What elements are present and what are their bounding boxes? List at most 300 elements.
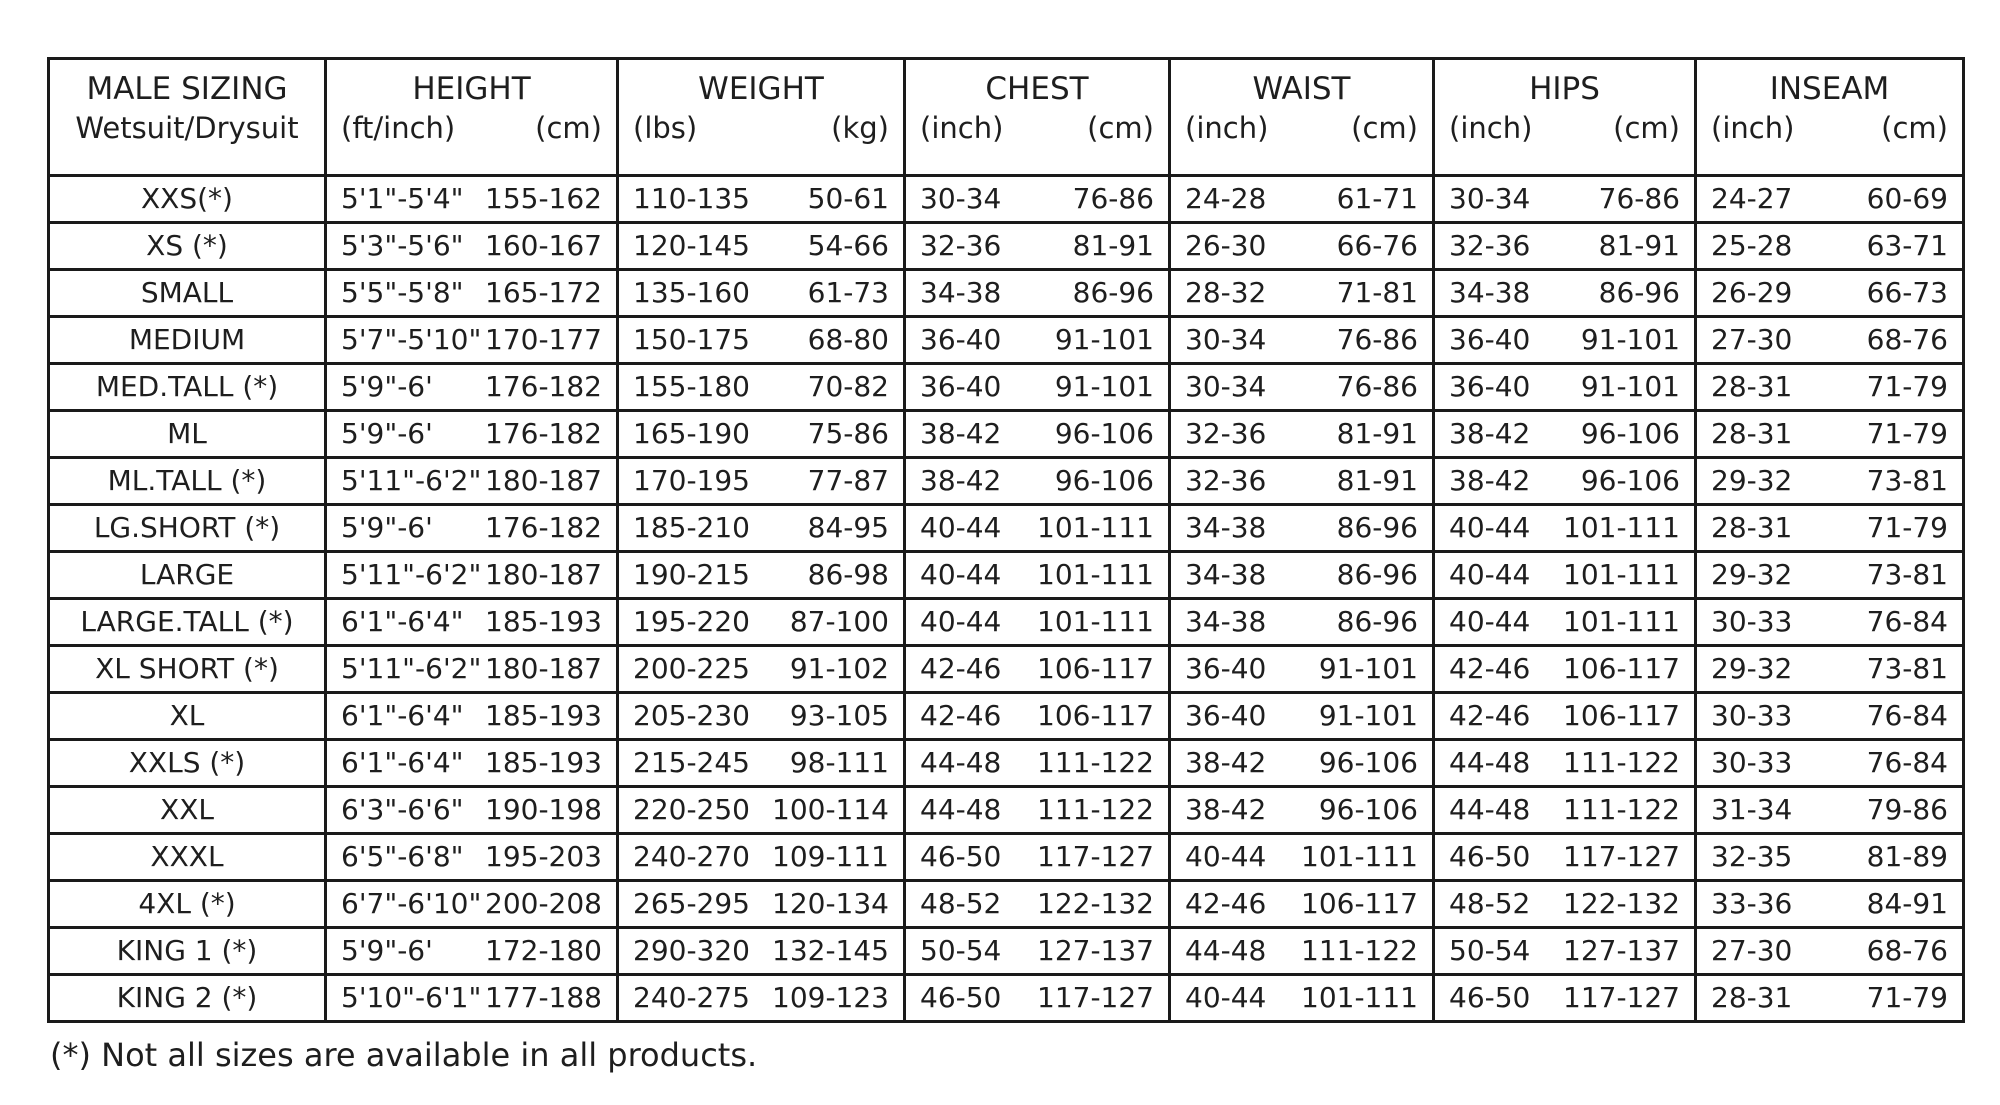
inseam-metric-value: 81-89 [1866, 840, 1948, 873]
waist-cell [1170, 552, 1434, 599]
inseam-metric-value: 68-76 [1866, 323, 1948, 356]
inseam-imperial-value: 31-34 [1711, 793, 1793, 826]
weight-metric-value: 61-73 [807, 276, 889, 309]
height-cell [326, 317, 618, 364]
height-cell [326, 834, 618, 881]
height-metric-value: 180-187 [485, 558, 602, 591]
waist-imperial-value: 40-44 [1185, 981, 1267, 1014]
waist-imperial-value: 38-42 [1185, 793, 1267, 826]
chest-metric-value: 86-96 [1072, 276, 1154, 309]
waist-metric-value: 91-101 [1318, 699, 1418, 732]
hips-cell [1434, 928, 1696, 975]
hips-metric-value: 101-111 [1563, 605, 1680, 638]
inseam-imperial-value: 28-31 [1711, 511, 1793, 544]
inseam-cell [1696, 599, 1964, 646]
waist-cell [1170, 317, 1434, 364]
table-row [49, 975, 1964, 1022]
size-label-cell: XXL [49, 787, 326, 834]
hips-metric-value: 96-106 [1580, 464, 1680, 497]
inseam-imperial-value: 29-32 [1711, 464, 1793, 497]
waist-imperial-value: 42-46 [1185, 887, 1267, 920]
height-cell [326, 270, 618, 317]
hips-cell [1434, 881, 1696, 928]
chest-imperial-value: 38-42 [920, 464, 1002, 497]
weight-cell [618, 881, 905, 928]
waist-metric-value: 81-91 [1336, 464, 1418, 497]
inseam-imperial-value: 29-32 [1711, 652, 1793, 685]
hips-imperial-value: 46-50 [1449, 840, 1531, 873]
waist-cell [1170, 599, 1434, 646]
size-label-cell: 4XL (*) [49, 881, 326, 928]
hips-unit-cm: (cm) [1613, 111, 1680, 145]
inseam-imperial-value: 24-27 [1711, 182, 1793, 215]
hips-imperial-value: 40-44 [1449, 558, 1531, 591]
inseam-metric-value: 63-71 [1866, 229, 1948, 262]
weight-imperial-value: 120-145 [633, 229, 750, 262]
inseam-metric-value: 71-79 [1866, 981, 1948, 1014]
hips-imperial-value: 44-48 [1449, 793, 1531, 826]
waist-imperial-value: 34-38 [1185, 511, 1267, 544]
hips-metric-value: 91-101 [1580, 370, 1680, 403]
hips-metric-value: 117-127 [1563, 840, 1680, 873]
waist-cell [1170, 693, 1434, 740]
table-row [49, 458, 1964, 505]
weight-imperial-value: 265-295 [633, 887, 750, 920]
waist-metric-value: 111-122 [1301, 934, 1418, 967]
chest-imperial-value: 32-36 [920, 229, 1002, 262]
weight-metric-value: 68-80 [807, 323, 889, 356]
inseam-imperial-value: 25-28 [1711, 229, 1793, 262]
waist-metric-value: 101-111 [1301, 981, 1418, 1014]
chest-unit-inch: (inch) [920, 111, 1004, 145]
inseam-imperial-value: 30-33 [1711, 746, 1793, 779]
height-imperial-value: 6'1"-6'4" [341, 746, 464, 779]
waist-metric-value: 61-71 [1336, 182, 1418, 215]
inseam-cell [1696, 787, 1964, 834]
height-imperial-value: 5'9"-6' [341, 417, 433, 450]
weight-column-header [618, 59, 905, 176]
height-cell [326, 223, 618, 270]
chest-metric-value: 111-122 [1037, 746, 1154, 779]
inseam-cell [1696, 693, 1964, 740]
chest-metric-value: 101-111 [1037, 605, 1154, 638]
hips-metric-value: 101-111 [1563, 511, 1680, 544]
height-metric-value: 185-193 [485, 746, 602, 779]
inseam-cell [1696, 223, 1964, 270]
weight-metric-value: 87-100 [789, 605, 889, 638]
hips-column-header [1434, 59, 1696, 176]
size-label-cell: SMALL [49, 270, 326, 317]
height-cell [326, 458, 618, 505]
hips-cell [1434, 505, 1696, 552]
table-row [49, 599, 1964, 646]
height-cell [326, 411, 618, 458]
waist-title: WAIST [1252, 71, 1351, 107]
hips-metric-value: 117-127 [1563, 981, 1680, 1014]
weight-metric-value: 84-95 [807, 511, 889, 544]
height-cell [326, 505, 618, 552]
chest-cell [905, 881, 1170, 928]
footnote: (*) Not all sizes are available in all products. [50, 1036, 758, 1074]
hips-imperial-value: 38-42 [1449, 417, 1531, 450]
waist-unit-inch: (inch) [1185, 111, 1269, 145]
weight-imperial-value: 215-245 [633, 746, 750, 779]
weight-imperial-value: 190-215 [633, 558, 750, 591]
hips-cell [1434, 975, 1696, 1022]
chest-column-header [905, 59, 1170, 176]
waist-metric-value: 86-96 [1336, 558, 1418, 591]
waist-cell [1170, 505, 1434, 552]
weight-imperial-value: 220-250 [633, 793, 750, 826]
waist-imperial-value: 26-30 [1185, 229, 1267, 262]
weight-imperial-value: 205-230 [633, 699, 750, 732]
size-column-header [49, 59, 326, 176]
weight-metric-value: 50-61 [807, 182, 889, 215]
chest-metric-value: 91-101 [1054, 323, 1154, 356]
height-cell [326, 740, 618, 787]
table-row [49, 411, 1964, 458]
table-row [49, 834, 1964, 881]
waist-imperial-value: 30-34 [1185, 370, 1267, 403]
hips-imperial-value: 46-50 [1449, 981, 1531, 1014]
hips-metric-value: 122-132 [1563, 887, 1680, 920]
chest-metric-value: 96-106 [1054, 417, 1154, 450]
inseam-cell [1696, 364, 1964, 411]
hips-cell [1434, 270, 1696, 317]
inseam-cell [1696, 552, 1964, 599]
waist-metric-value: 96-106 [1318, 793, 1418, 826]
chest-imperial-value: 40-44 [920, 558, 1002, 591]
height-metric-value: 190-198 [485, 793, 602, 826]
height-column-header [326, 59, 618, 176]
chest-cell [905, 552, 1170, 599]
weight-cell [618, 317, 905, 364]
chest-cell [905, 411, 1170, 458]
waist-metric-value: 76-86 [1336, 370, 1418, 403]
chest-imperial-value: 36-40 [920, 370, 1002, 403]
hips-metric-value: 91-101 [1580, 323, 1680, 356]
chest-imperial-value: 50-54 [920, 934, 1002, 967]
table-row [49, 881, 1964, 928]
chest-cell [905, 834, 1170, 881]
waist-imperial-value: 32-36 [1185, 464, 1267, 497]
height-cell [326, 881, 618, 928]
height-imperial-value: 5'1"-5'4" [341, 182, 464, 215]
waist-cell [1170, 834, 1434, 881]
height-imperial-value: 5'3"-5'6" [341, 229, 464, 262]
inseam-metric-value: 79-86 [1866, 793, 1948, 826]
weight-imperial-value: 165-190 [633, 417, 750, 450]
chest-imperial-value: 40-44 [920, 511, 1002, 544]
inseam-cell [1696, 928, 1964, 975]
waist-cell [1170, 881, 1434, 928]
inseam-column-header [1696, 59, 1964, 176]
waist-metric-value: 81-91 [1336, 417, 1418, 450]
weight-imperial-value: 135-160 [633, 276, 750, 309]
waist-unit-cm: (cm) [1351, 111, 1418, 145]
waist-imperial-value: 34-38 [1185, 558, 1267, 591]
waist-imperial-value: 28-32 [1185, 276, 1267, 309]
height-metric-value: 185-193 [485, 605, 602, 638]
inseam-imperial-value: 27-30 [1711, 323, 1793, 356]
inseam-cell [1696, 975, 1964, 1022]
hips-imperial-value: 36-40 [1449, 323, 1531, 356]
weight-metric-value: 91-102 [789, 652, 889, 685]
weight-metric-value: 109-123 [772, 981, 889, 1014]
inseam-metric-value: 68-76 [1866, 934, 1948, 967]
weight-cell [618, 270, 905, 317]
weight-cell [618, 552, 905, 599]
weight-cell [618, 599, 905, 646]
weight-imperial-value: 110-135 [633, 182, 750, 215]
inseam-imperial-value: 28-31 [1711, 370, 1793, 403]
chest-imperial-value: 46-50 [920, 840, 1002, 873]
hips-cell [1434, 458, 1696, 505]
height-metric-value: 185-193 [485, 699, 602, 732]
weight-cell [618, 505, 905, 552]
height-cell [326, 646, 618, 693]
chest-metric-value: 101-111 [1037, 558, 1154, 591]
inseam-cell [1696, 176, 1964, 223]
waist-cell [1170, 364, 1434, 411]
height-metric-value: 172-180 [485, 934, 602, 967]
chest-imperial-value: 36-40 [920, 323, 1002, 356]
height-metric-value: 165-172 [485, 276, 602, 309]
inseam-imperial-value: 28-31 [1711, 981, 1793, 1014]
hips-imperial-value: 38-42 [1449, 464, 1531, 497]
inseam-imperial-value: 28-31 [1711, 417, 1793, 450]
inseam-cell [1696, 740, 1964, 787]
chest-cell [905, 787, 1170, 834]
height-metric-value: 180-187 [485, 464, 602, 497]
hips-cell [1434, 317, 1696, 364]
inseam-metric-value: 76-84 [1866, 699, 1948, 732]
inseam-metric-value: 71-79 [1866, 417, 1948, 450]
hips-metric-value: 106-117 [1563, 699, 1680, 732]
height-cell [326, 975, 618, 1022]
height-imperial-value: 6'3"-6'6" [341, 793, 464, 826]
height-cell [326, 928, 618, 975]
chest-cell [905, 505, 1170, 552]
chest-imperial-value: 42-46 [920, 652, 1002, 685]
hips-cell [1434, 599, 1696, 646]
height-imperial-value: 6'1"-6'4" [341, 699, 464, 732]
table-row [49, 223, 1964, 270]
inseam-metric-value: 73-81 [1866, 558, 1948, 591]
table-row [49, 176, 1964, 223]
size-label-cell: KING 2 (*) [49, 975, 326, 1022]
weight-unit-kg: (kg) [831, 111, 889, 145]
chest-metric-value: 127-137 [1037, 934, 1154, 967]
hips-imperial-value: 36-40 [1449, 370, 1531, 403]
weight-imperial-value: 290-320 [633, 934, 750, 967]
weight-cell [618, 693, 905, 740]
inseam-cell [1696, 411, 1964, 458]
height-imperial-value: 5'11"-6'2" [341, 464, 482, 497]
chest-metric-value: 111-122 [1037, 793, 1154, 826]
height-cell [326, 552, 618, 599]
size-label-cell: XL [49, 693, 326, 740]
weight-cell [618, 787, 905, 834]
hips-metric-value: 127-137 [1563, 934, 1680, 967]
waist-cell [1170, 787, 1434, 834]
waist-metric-value: 101-111 [1301, 840, 1418, 873]
height-metric-value: 177-188 [485, 981, 602, 1014]
inseam-unit-inch: (inch) [1711, 111, 1795, 145]
table-row [49, 270, 1964, 317]
chest-cell [905, 223, 1170, 270]
chest-imperial-value: 40-44 [920, 605, 1002, 638]
size-label-cell: ML [49, 411, 326, 458]
size-column-subtitle: Wetsuit/Drysuit [75, 111, 299, 145]
inseam-cell [1696, 458, 1964, 505]
weight-cell [618, 975, 905, 1022]
inseam-imperial-value: 27-30 [1711, 934, 1793, 967]
weight-cell [618, 411, 905, 458]
weight-metric-value: 75-86 [807, 417, 889, 450]
hips-imperial-value: 34-38 [1449, 276, 1531, 309]
waist-metric-value: 106-117 [1301, 887, 1418, 920]
chest-imperial-value: 44-48 [920, 746, 1002, 779]
chest-unit-cm: (cm) [1087, 111, 1154, 145]
hips-cell [1434, 740, 1696, 787]
sizing-table [47, 57, 1965, 1023]
hips-metric-value: 101-111 [1563, 558, 1680, 591]
height-imperial-value: 5'10"-6'1" [341, 981, 482, 1014]
waist-metric-value: 71-81 [1336, 276, 1418, 309]
height-title: HEIGHT [412, 71, 531, 107]
table-row [49, 787, 1964, 834]
height-metric-value: 195-203 [485, 840, 602, 873]
height-metric-value: 176-182 [485, 370, 602, 403]
chest-imperial-value: 42-46 [920, 699, 1002, 732]
size-label-cell: LARGE [49, 552, 326, 599]
height-unit-cm: (cm) [535, 111, 602, 145]
waist-cell [1170, 176, 1434, 223]
waist-cell [1170, 223, 1434, 270]
inseam-title: INSEAM [1769, 71, 1890, 107]
chest-cell [905, 975, 1170, 1022]
inseam-metric-value: 71-79 [1866, 511, 1948, 544]
hips-imperial-value: 48-52 [1449, 887, 1531, 920]
weight-cell [618, 928, 905, 975]
waist-imperial-value: 38-42 [1185, 746, 1267, 779]
hips-unit-inch: (inch) [1449, 111, 1533, 145]
weight-metric-value: 100-114 [772, 793, 889, 826]
table-row [49, 505, 1964, 552]
height-imperial-value: 5'9"-6' [341, 370, 433, 403]
hips-metric-value: 76-86 [1598, 182, 1680, 215]
height-imperial-value: 5'5"-5'8" [341, 276, 464, 309]
chest-cell [905, 928, 1170, 975]
chest-imperial-value: 30-34 [920, 182, 1002, 215]
table-row [49, 364, 1964, 411]
height-imperial-value: 6'5"-6'8" [341, 840, 464, 873]
waist-cell [1170, 646, 1434, 693]
hips-metric-value: 111-122 [1563, 746, 1680, 779]
chest-cell [905, 646, 1170, 693]
chest-metric-value: 106-117 [1037, 652, 1154, 685]
chest-metric-value: 106-117 [1037, 699, 1154, 732]
size-label-cell: XL SHORT (*) [49, 646, 326, 693]
chest-metric-value: 101-111 [1037, 511, 1154, 544]
size-label-cell: KING 1 (*) [49, 928, 326, 975]
weight-metric-value: 86-98 [807, 558, 889, 591]
size-label-cell: LG.SHORT (*) [49, 505, 326, 552]
hips-cell [1434, 411, 1696, 458]
inseam-imperial-value: 26-29 [1711, 276, 1793, 309]
height-metric-value: 176-182 [485, 417, 602, 450]
weight-imperial-value: 185-210 [633, 511, 750, 544]
waist-cell [1170, 458, 1434, 505]
waist-cell [1170, 928, 1434, 975]
table-row [49, 740, 1964, 787]
weight-metric-value: 98-111 [789, 746, 889, 779]
height-metric-value: 160-167 [485, 229, 602, 262]
waist-cell [1170, 740, 1434, 787]
chest-cell [905, 458, 1170, 505]
height-metric-value: 176-182 [485, 511, 602, 544]
waist-metric-value: 76-86 [1336, 323, 1418, 356]
height-imperial-value: 6'7"-6'10" [341, 887, 482, 920]
weight-cell [618, 223, 905, 270]
weight-cell [618, 364, 905, 411]
inseam-cell [1696, 505, 1964, 552]
height-imperial-value: 5'11"-6'2" [341, 558, 482, 591]
hips-cell [1434, 646, 1696, 693]
waist-imperial-value: 32-36 [1185, 417, 1267, 450]
hips-cell [1434, 364, 1696, 411]
hips-imperial-value: 50-54 [1449, 934, 1531, 967]
waist-imperial-value: 34-38 [1185, 605, 1267, 638]
waist-cell [1170, 270, 1434, 317]
hips-cell [1434, 223, 1696, 270]
weight-imperial-value: 200-225 [633, 652, 750, 685]
chest-cell [905, 317, 1170, 364]
weight-metric-value: 132-145 [772, 934, 889, 967]
height-imperial-value: 5'11"-6'2" [341, 652, 482, 685]
waist-metric-value: 86-96 [1336, 511, 1418, 544]
hips-imperial-value: 40-44 [1449, 605, 1531, 638]
waist-cell [1170, 411, 1434, 458]
hips-metric-value: 111-122 [1563, 793, 1680, 826]
weight-imperial-value: 240-275 [633, 981, 750, 1014]
height-metric-value: 170-177 [485, 323, 602, 356]
height-cell [326, 693, 618, 740]
waist-metric-value: 66-76 [1336, 229, 1418, 262]
chest-cell [905, 270, 1170, 317]
hips-imperial-value: 42-46 [1449, 652, 1531, 685]
waist-imperial-value: 44-48 [1185, 934, 1267, 967]
chest-metric-value: 122-132 [1037, 887, 1154, 920]
weight-unit-lbs: (lbs) [633, 111, 698, 145]
chest-cell [905, 693, 1170, 740]
size-label-cell: MED.TALL (*) [49, 364, 326, 411]
chest-imperial-value: 44-48 [920, 793, 1002, 826]
inseam-metric-value: 76-84 [1866, 605, 1948, 638]
waist-imperial-value: 36-40 [1185, 699, 1267, 732]
weight-imperial-value: 240-270 [633, 840, 750, 873]
size-label-cell: XXXL [49, 834, 326, 881]
chest-imperial-value: 46-50 [920, 981, 1002, 1014]
inseam-imperial-value: 30-33 [1711, 699, 1793, 732]
chest-imperial-value: 48-52 [920, 887, 1002, 920]
waist-imperial-value: 40-44 [1185, 840, 1267, 873]
chest-cell [905, 740, 1170, 787]
height-imperial-value: 6'1"-6'4" [341, 605, 464, 638]
height-cell [326, 599, 618, 646]
table-body [49, 176, 1964, 1022]
